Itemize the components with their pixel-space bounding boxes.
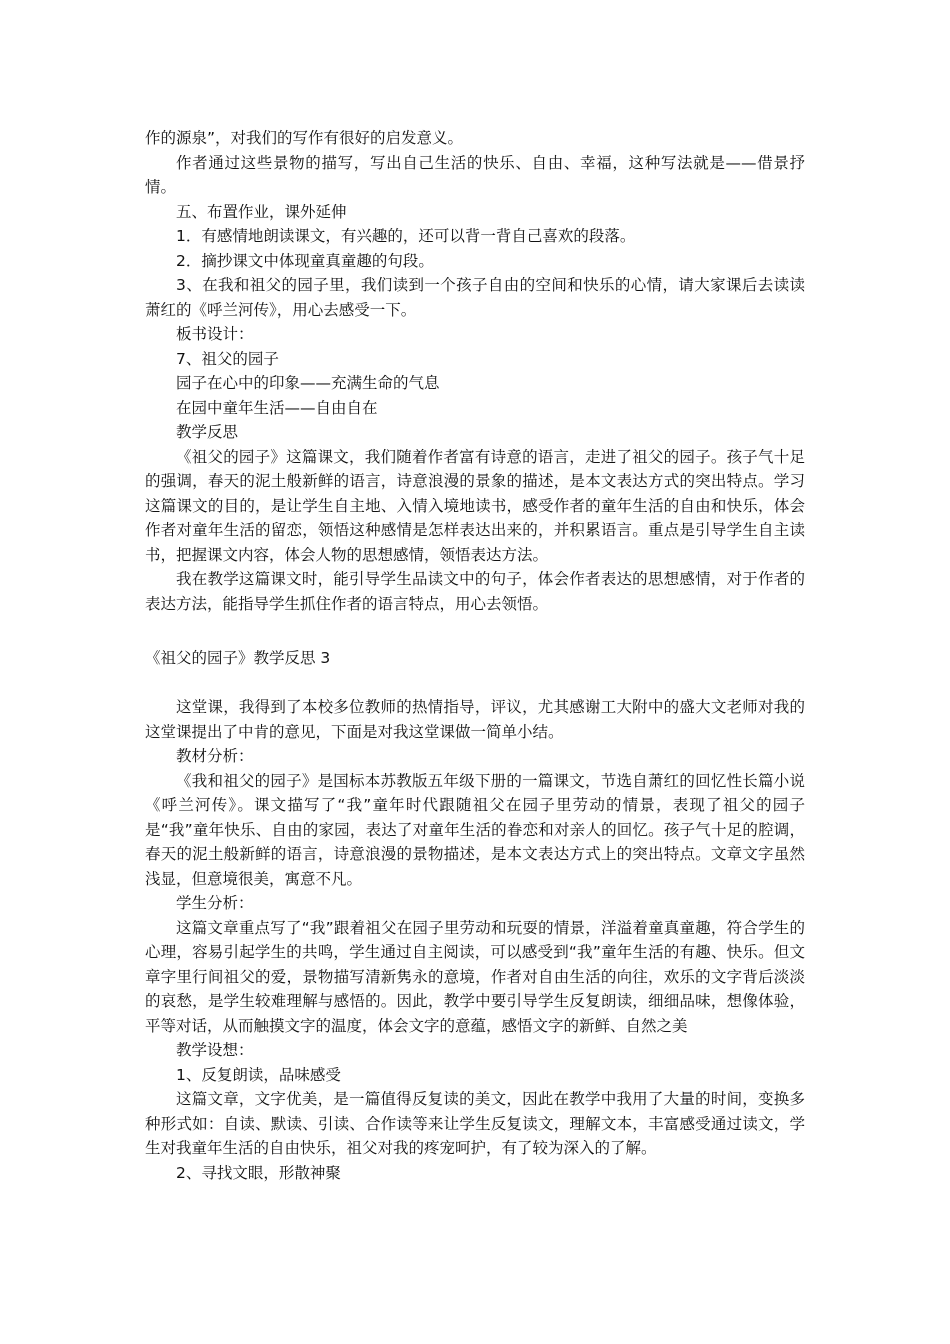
- paragraph: 在园中童年生活——自由自在: [176, 398, 378, 417]
- paragraph: 教学设想：: [176, 1041, 254, 1059]
- text-block-part1: [145, 126, 805, 616]
- section-title: 《祖父的园子》教学反思 3: [145, 649, 331, 667]
- text-block-part2: [145, 695, 805, 1185]
- paragraph: 这篇文章重点写了“我”跟着祖父在园子里劳动和玩耍的情景，洋溢着童真童趣，符合学生的心理，容易引起学生的共鸣，学生通过自主阅读，可以感受到“我”童年生活的有趣、快乐。但文章字里行间祖父的爱，景物描写清新隽永的意境，作者对自由生活的向往，欢乐的文字背后淡淡的哀愁，是学生较难理解与感悟的。因此，教学中要引导学生反复朗读，细细品味，想像体验，平等对话，从而触摸文字的温度，体会文字的意蕴，感悟文字的新鲜、自然之美: [145, 918, 805, 1035]
- paragraph: 7、祖父的园子: [176, 349, 279, 368]
- paragraph: 《我和祖父的园子》是国标本苏教版五年级下册的一篇课文，节选自萧红的回忆性长篇小说《呼兰河传》。课文描写了“我”童年时代跟随祖父在园子里劳动的情景，表现了祖父的园子是“我”童年快乐、自由的家园，表达了对童年生活的眷恋和对亲人的回忆。孩子气十足的腔调，春天的泥土般新鲜的语言，诗意浪漫的景物描述，是本文表达方式上的突出特点。文章文字虽然浅显，但意境很美，寓意不凡。: [145, 771, 805, 888]
- paragraph: 3、在我和祖父的园子里，我们读到一个孩子自由的空间和快乐的心情，请大家课后去读读萧红的《呼兰河传》，用心去感受一下。: [145, 276, 805, 319]
- paragraph: 作的源泉”，对我们的写作有很好的启发意义。: [145, 129, 464, 147]
- paragraph: 作者通过这些景物的描写，写出自己生活的快乐、自由、幸福，这种写法就是——借景抒情。: [145, 153, 805, 196]
- paragraph: 1．有感情地朗读课文，有兴趣的，还可以背一背自己喜欢的段落。: [176, 227, 636, 245]
- paragraph: 园子在心中的印象——充满生命的气息: [176, 374, 440, 392]
- paragraph: 1、反复朗读，品味感受: [176, 1065, 341, 1084]
- paragraph: 2、寻找文眼，形散神聚: [176, 1163, 341, 1182]
- paragraph: 我在教学这篇课文时，能引导学生品读文中的句子，体会作者表达的思想感情，对于作者的表达方法，能指导学生抓住作者的语言特点，用心去领悟。: [145, 570, 805, 613]
- paragraph: 教材分析：: [176, 747, 254, 765]
- paragraph: 这堂课，我得到了本校多位教师的热情指导，评议，尤其感谢工大附中的盛大文老师对我的这堂课提出了中肯的意见，下面是对我这堂课做一简单小结。: [145, 698, 805, 741]
- paragraph: 板书设计：: [176, 325, 254, 343]
- paragraph: 教学反思: [176, 423, 239, 441]
- paragraph: 这篇文章，文字优美，是一篇值得反复读的美文，因此在教学中我用了大量的时间，变换多种形式如：自读、默读、引读、合作读等来让学生反复读文，理解文本，丰富感受通过读文，学生对我童年生活的自由快乐，祖父对我的疼宠呵护，有了较为深入的了解。: [145, 1090, 805, 1157]
- paragraph: 2．摘抄课文中体现童真童趣的句段。: [176, 251, 434, 270]
- paragraph: 《祖父的园子》这篇课文，我们随着作者富有诗意的语言，走进了祖父的园子。孩子气十足的强调，春天的泥土般新鲜的语言，诗意浪漫的景象的描述，是本文表达方式的突出特点。学习这篇课文的目的，是让学生自主地、入情入境地读书，感受作者的童年生活的自由和快乐，体会作者对童年生活的留恋，领悟这种感情是怎样表达出来的，并积累语言。重点是引导学生自主读书，把握课文内容，体会人物的思想感情，领悟表达方法。: [145, 447, 805, 564]
- section-heading-block: [145, 646, 805, 671]
- paragraph: 五、布置作业，课外延伸: [176, 202, 347, 221]
- paragraph: 学生分析：: [176, 894, 254, 912]
